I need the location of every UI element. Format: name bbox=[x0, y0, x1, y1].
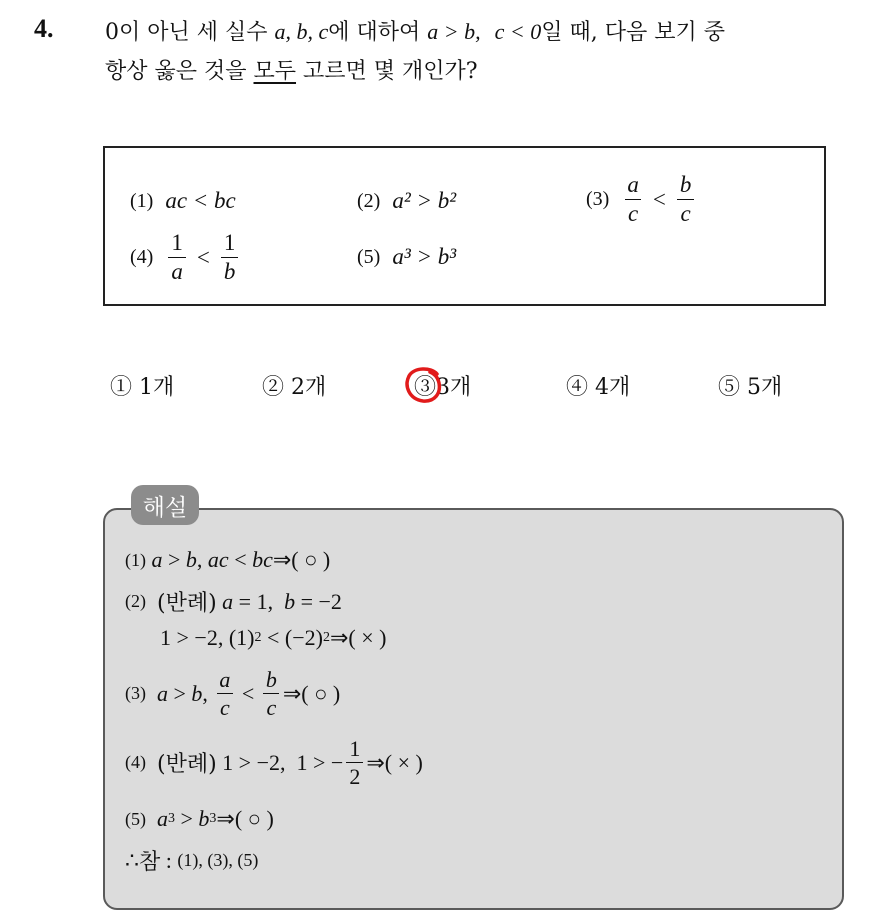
bogi-item-1 bbox=[130, 188, 236, 214]
choice-mark: ③ bbox=[414, 375, 437, 400]
question-text-mid: 에 대하여 bbox=[328, 20, 428, 45]
question-text-post: 고르면 몇 개인가? bbox=[296, 59, 478, 84]
bogi-item-2 bbox=[357, 188, 456, 214]
choice-2[interactable] bbox=[262, 370, 326, 401]
choice-text: 5개 bbox=[747, 375, 783, 400]
explanation-line-6: (5) a 3 > b 3 ⇒( ○ ) bbox=[125, 806, 274, 831]
choice-5[interactable] bbox=[718, 370, 782, 401]
bogi-expression: a² > b² bbox=[392, 188, 457, 213]
choice-1[interactable] bbox=[110, 370, 174, 401]
explanation-line-5: (4) (반례) 1 > −2, 1 > − $\frac{1}{2}$ ⇒( × ) bbox=[125, 736, 423, 790]
question-text-tail: 일 때, 다음 보기 중 bbox=[541, 20, 725, 45]
bogi-label: (3) bbox=[586, 188, 610, 211]
choice-mark: ⑤ bbox=[718, 375, 741, 400]
bogi-label: (5) bbox=[357, 245, 381, 268]
bogi-expression: a³ > b³ bbox=[392, 244, 457, 269]
bogi-expression: ac < bc bbox=[165, 188, 236, 213]
question-condition-1: a > b, bbox=[427, 19, 481, 44]
question-variables: a, b, c bbox=[274, 19, 329, 44]
bogi-item-5 bbox=[357, 244, 456, 270]
explanation-line-1: (1) a > b , ac < bc ⇒( ○ ) bbox=[125, 547, 331, 572]
question-text-pre: 항상 옳은 것을 bbox=[105, 59, 254, 84]
choice-text: 3개 bbox=[436, 375, 472, 400]
choice-mark: ② bbox=[262, 375, 285, 400]
choice-text: 4개 bbox=[595, 375, 631, 400]
bogi-expression: $\frac{a}{c}$ < $\frac{b}{c}$ bbox=[621, 173, 697, 226]
choice-text: 2개 bbox=[291, 375, 327, 400]
explanation-line-4: (3) a > b , $\frac{a}{c}$ < $\frac{b}{c}$ ⇒( ○ ) bbox=[125, 667, 341, 721]
bogi-expression: $\frac{1}{a}$ < $\frac{1}{b}$ bbox=[165, 231, 241, 284]
question-number: 4. bbox=[34, 14, 54, 43]
choice-text: 1개 bbox=[139, 375, 175, 400]
bogi-label: (2) bbox=[357, 189, 381, 212]
question-line-2 bbox=[105, 54, 478, 85]
question-line-1 bbox=[105, 15, 725, 46]
choice-4[interactable] bbox=[566, 370, 630, 401]
bogi-label: (4) bbox=[130, 246, 154, 269]
explanation-line-3: 1 > −2, (1) 2 < (−2) 2 ⇒( × ) bbox=[160, 625, 387, 650]
bogi-label: (1) bbox=[130, 189, 154, 212]
explanation-line-2: (2) (반례) a = 1, b = −2 bbox=[125, 588, 342, 616]
explanation-tag: 해설 bbox=[131, 485, 199, 525]
question-condition-2: c < 0 bbox=[494, 19, 542, 44]
choice-mark: ④ bbox=[566, 375, 589, 400]
bogi-item-4 bbox=[130, 231, 241, 284]
question-underlined-word: 모두 bbox=[253, 59, 297, 84]
choice-mark: ① bbox=[110, 375, 133, 400]
question-text-lead: 0이 아닌 세 실수 bbox=[105, 20, 275, 45]
explanation-line-7: ∴ 참 : (1), (3), (5) bbox=[125, 847, 259, 875]
bogi-item-3 bbox=[586, 173, 697, 226]
selected-answer-circle bbox=[404, 365, 444, 405]
